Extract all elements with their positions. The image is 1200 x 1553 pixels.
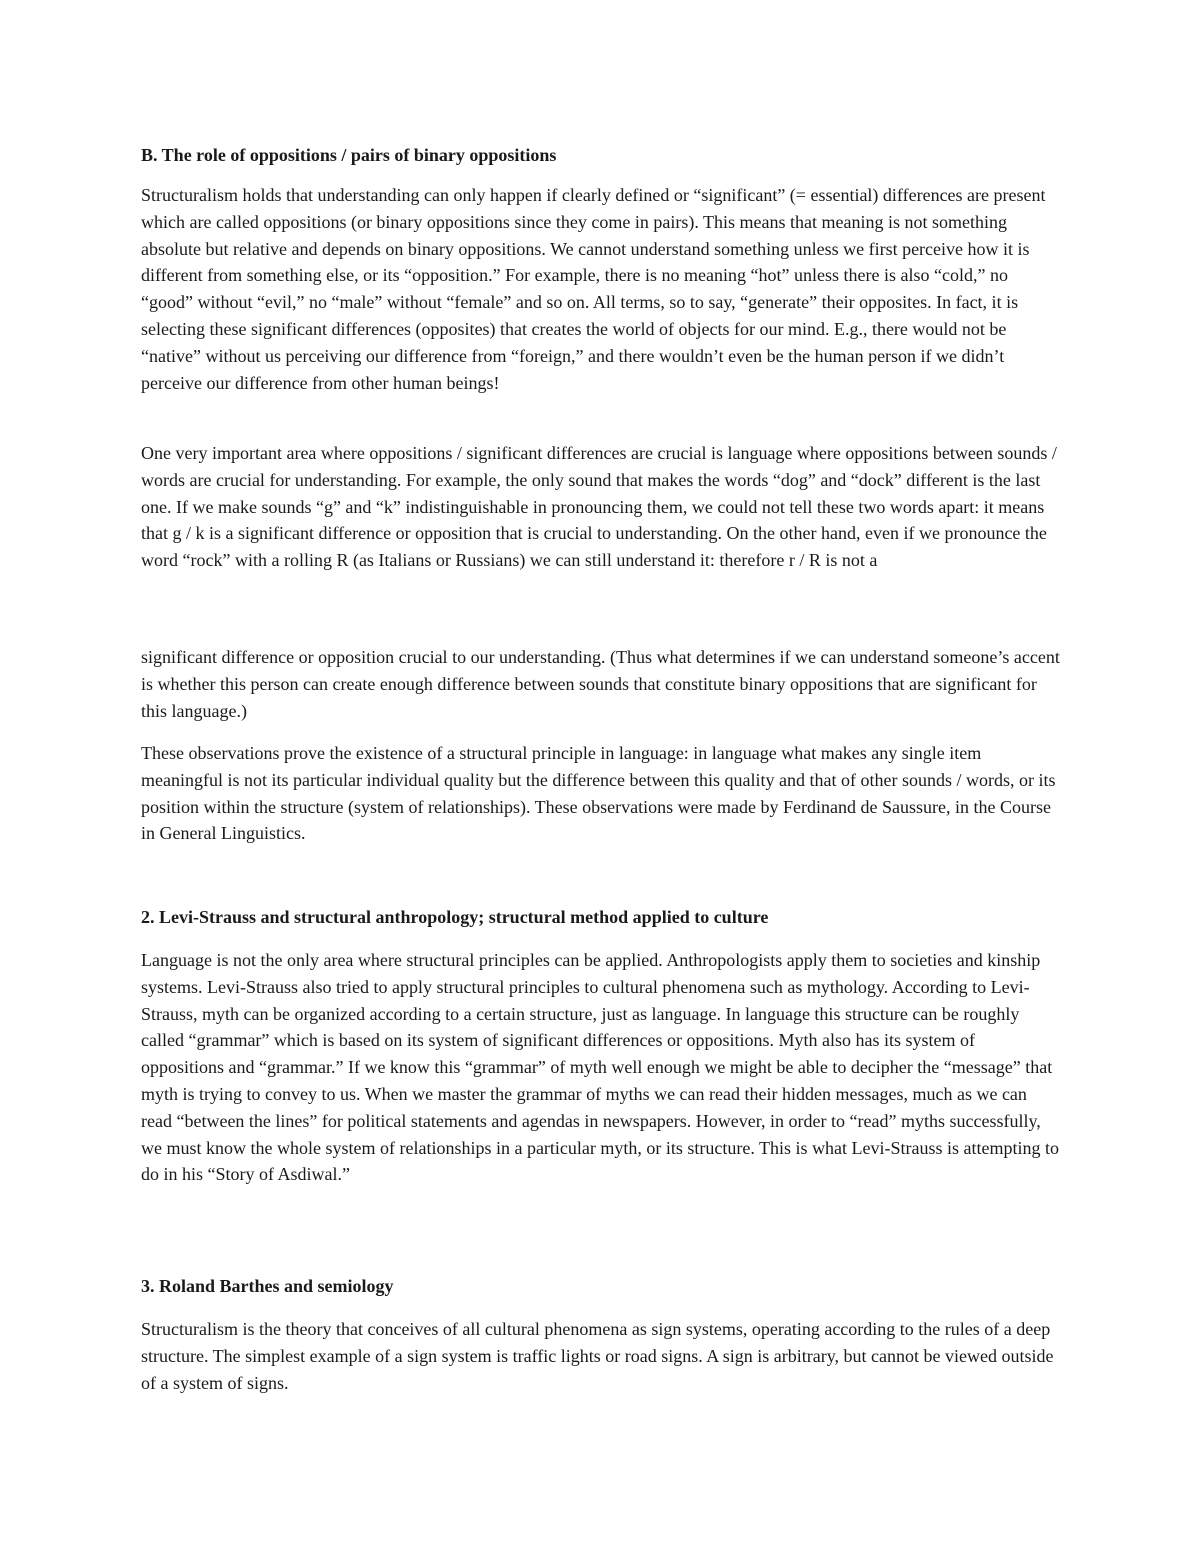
section-heading-binary-oppositions: B. The role of oppositions / pairs of binary oppositions [141, 145, 557, 165]
paragraph-barthes-semiology: Structuralism is the theory that conceives of all cultural phenomena as sign systems, operating according to the rules of a deep structure. The simplest example of a sign system is traffic lights or road signs. A sign is arbitrary, but cannot be viewed outside of a system of signs. [141, 1319, 1054, 1393]
paragraph-levi-strauss: Language is not the only area where structural principles can be applied. Anthropologists apply them to societies and kinship systems. Levi-Strauss also tried to apply structural principles to cultural phenomena such as mythology. According to Levi-Strauss, myth can be organized according to a certain structure, just as language. In language this structure can be roughly called “grammar” which is based on its system of significant differences or oppositions. Myth also has its system of oppositions and “grammar.” If we know this “grammar” of myth well enough we might be able to decipher the “message” that myth is trying to convey to us. When we master the grammar of myths we can read their hidden messages, much as we can read “between the lines” for political statements and agendas in newspapers. However, in order to “read” myths successfully, we must know the whole system of relationships in a particular myth, or its structure. This is what Levi-Strauss is attempting to do in his “Story of Asdiwal.” [141, 950, 1060, 1185]
paragraph-saussure-observations: These observations prove the existence of a structural principle in language: in language what makes any single item meaningful is not its particular individual quality but the difference between this quality and that of other sounds / words, or its position within the structure (system of relationships). These observations were made by Ferdinand de Saussure, in the Course in General Linguistics. [141, 743, 1056, 844]
paragraph-significant-difference: significant difference or opposition crucial to our understanding. (Thus what determines if we can understand someone’s accent is whether this person can create enough difference between sounds that constitute binary oppositions that are significant for this language.) [141, 647, 1060, 721]
paragraph-structuralism-oppositions: Structuralism holds that understanding can only happen if clearly defined or “significant” (= essential) differences are present which are called oppositions (or binary oppositions since they come in pairs). This means that meaning is not something absolute but relative and depends on binary oppositions. We cannot understand something unless we first perceive how it is different from something else, or its “opposition.” For example, there is no meaning “hot” unless there is also “cold,” no “good” without “evil,” no “male” without “female” and so on. All terms, so to say, “generate” their opposites. In fact, it is selecting these significant differences (opposites) that creates the world of objects for our mind. E.g., there would not be “native” without us perceiving our difference from “foreign,” and there wouldn’t even be the human person if we didn’t perceive our difference from other human beings! [141, 185, 1046, 393]
section-heading-barthes: 3. Roland Barthes and semiology [141, 1276, 394, 1296]
paragraph-language-oppositions: One very important area where oppositions / significant differences are crucial is language where oppositions between sounds / words are crucial for understanding. For example, the only sound that makes the words “dog” and “dock” different is the last one. If we make sounds “g” and “k” indistinguishable in pronouncing them, we could not tell these two words apart: it means that g / k is a significant difference or opposition that is crucial to understanding. On the other hand, even if we pronounce the word “rock” with a rolling R (as Italians or Russians) we can still understand it: therefore r / R is not a [141, 443, 1057, 571]
section-heading-levi-strauss: 2. Levi-Strauss and structural anthropology; structural method applied to culture [141, 907, 769, 927]
